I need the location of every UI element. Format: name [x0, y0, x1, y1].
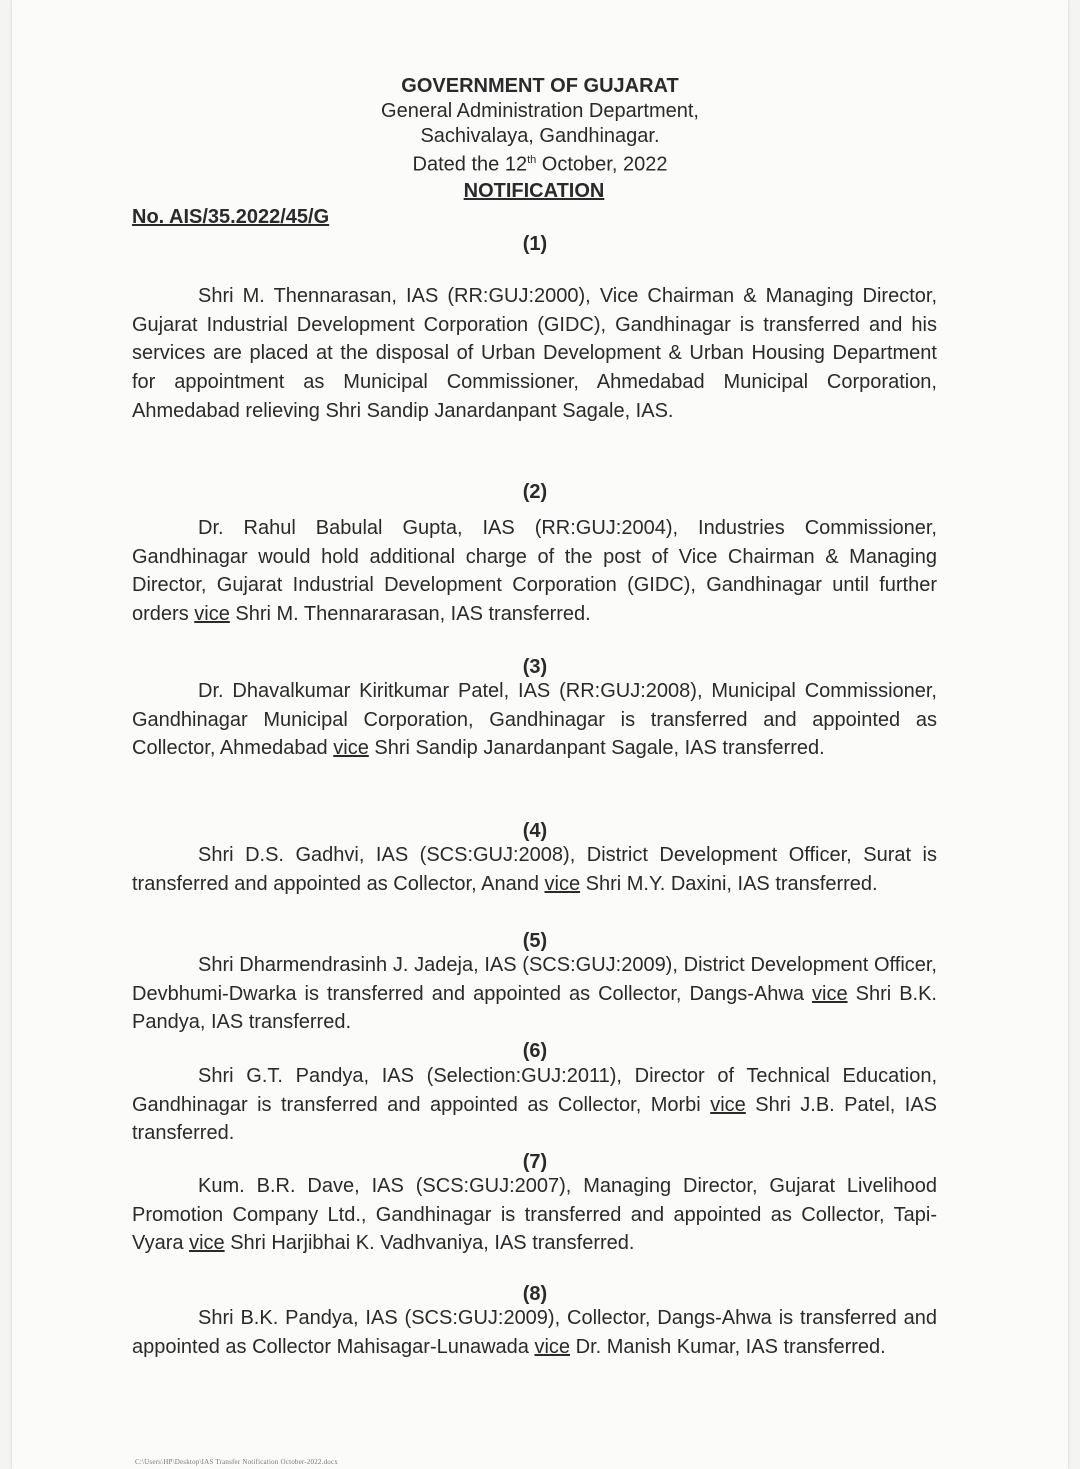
section-number: (8) [522, 1283, 548, 1305]
header-date [0, 148, 1080, 177]
document-number: No. AIS/35.2022/45/G [132, 206, 330, 228]
section-paragraph: Shri Dharmendrasinh J. Jadeja, IAS (SCS:GUJ:2009), District Development Officer, Devbhumi-Dwarka is transferred and appointed as Collector, Dangs-Ahwa vice Shri B.K. Pandya, IAS transferred. [132, 954, 937, 1034]
date-prefix: Dated the 12 [412, 153, 528, 176]
section-paragraph: Dr. Rahul Babulal Gupta, IAS (RR:GUJ:2004), Industries Commissioner, Gandhinagar would hold additional charge of the post of Vice Chairman & Managing Director, Gujarat Industrial Development Corporation (GIDC), Gandhinagar until further orders vice Shri M. Thennararasan, IAS transferred. [132, 517, 937, 626]
header-government [0, 74, 1080, 99]
header-location [0, 124, 1080, 149]
header-department [0, 99, 1080, 124]
government-title: GOVERNMENT OF GUJARAT [401, 75, 679, 97]
section-number: (1) [522, 233, 548, 255]
section-number: (3) [522, 656, 548, 678]
section-number: (6) [522, 1040, 548, 1062]
department-name: General Administration Department, [381, 100, 699, 122]
file-path-footer: C:\Users\HP\Desktop\IAS Transfer Notification October-2022.docx [135, 1458, 338, 1466]
section-number: (7) [522, 1151, 548, 1173]
location-name: Sachivalaya, Gandhinagar. [420, 125, 660, 147]
section-paragraph: Shri B.K. Pandya, IAS (SCS:GUJ:2009), Collector, Dangs-Ahwa is transferred and appointed as Collector Mahisagar-Lunawada vice Dr. Manish Kumar, IAS transferred. [132, 1307, 937, 1358]
section-paragraph: Dr. Dhavalkumar Kiritkumar Patel, IAS (RR:GUJ:2008), Municipal Commissioner, Gandhinagar Municipal Corporation, Gandhinagar is transferred and appointed as Collector, Ahmedabad vice Shri Sandip Janardanpant Sagale, IAS transferred. [132, 680, 937, 760]
section-number: (5) [522, 930, 548, 952]
section-paragraph: Shri G.T. Pandya, IAS (Selection:GUJ:2011), Director of Technical Education, Gandhinagar is transferred and appointed as Collector, Morbi vice Shri J.B. Patel, IAS transferred. [132, 1065, 938, 1145]
notification-title: NOTIFICATION [463, 180, 605, 202]
section-paragraph: Shri D.S. Gadhvi, IAS (SCS:GUJ:2008), District Development Officer, Surat is transferred and appointed as Collector, Anand vice Shri M.Y. Daxini, IAS transferred. [132, 844, 937, 895]
date-superscript: th [527, 154, 537, 166]
section-paragraph: Shri M. Thennarasan, IAS (RR:GUJ:2000), Vice Chairman & Managing Director, Gujarat Industrial Development Corporation (GIDC), Gandhinagar is transferred and his services are placed at the disposal of Urban Development & Urban Housing Department for appointment as Municipal Commissioner, Ahmedabad Municipal Corporation, Ahmedabad relieving Shri Sandip Janardanpant Sagale, IAS. [132, 285, 937, 422]
date-suffix: October, 2022 [536, 153, 668, 176]
section-paragraph: Kum. B.R. Dave, IAS (SCS:GUJ:2007), Managing Director, Gujarat Livelihood Promotion Company Ltd., Gandhinagar is transferred and appointed as Collector, Tapi-Vyara vice Shri Harjibhai K. Vadhvaniya, IAS transferred. [132, 1175, 937, 1255]
section-number: (4) [522, 820, 548, 842]
section-number: (2) [522, 481, 548, 503]
